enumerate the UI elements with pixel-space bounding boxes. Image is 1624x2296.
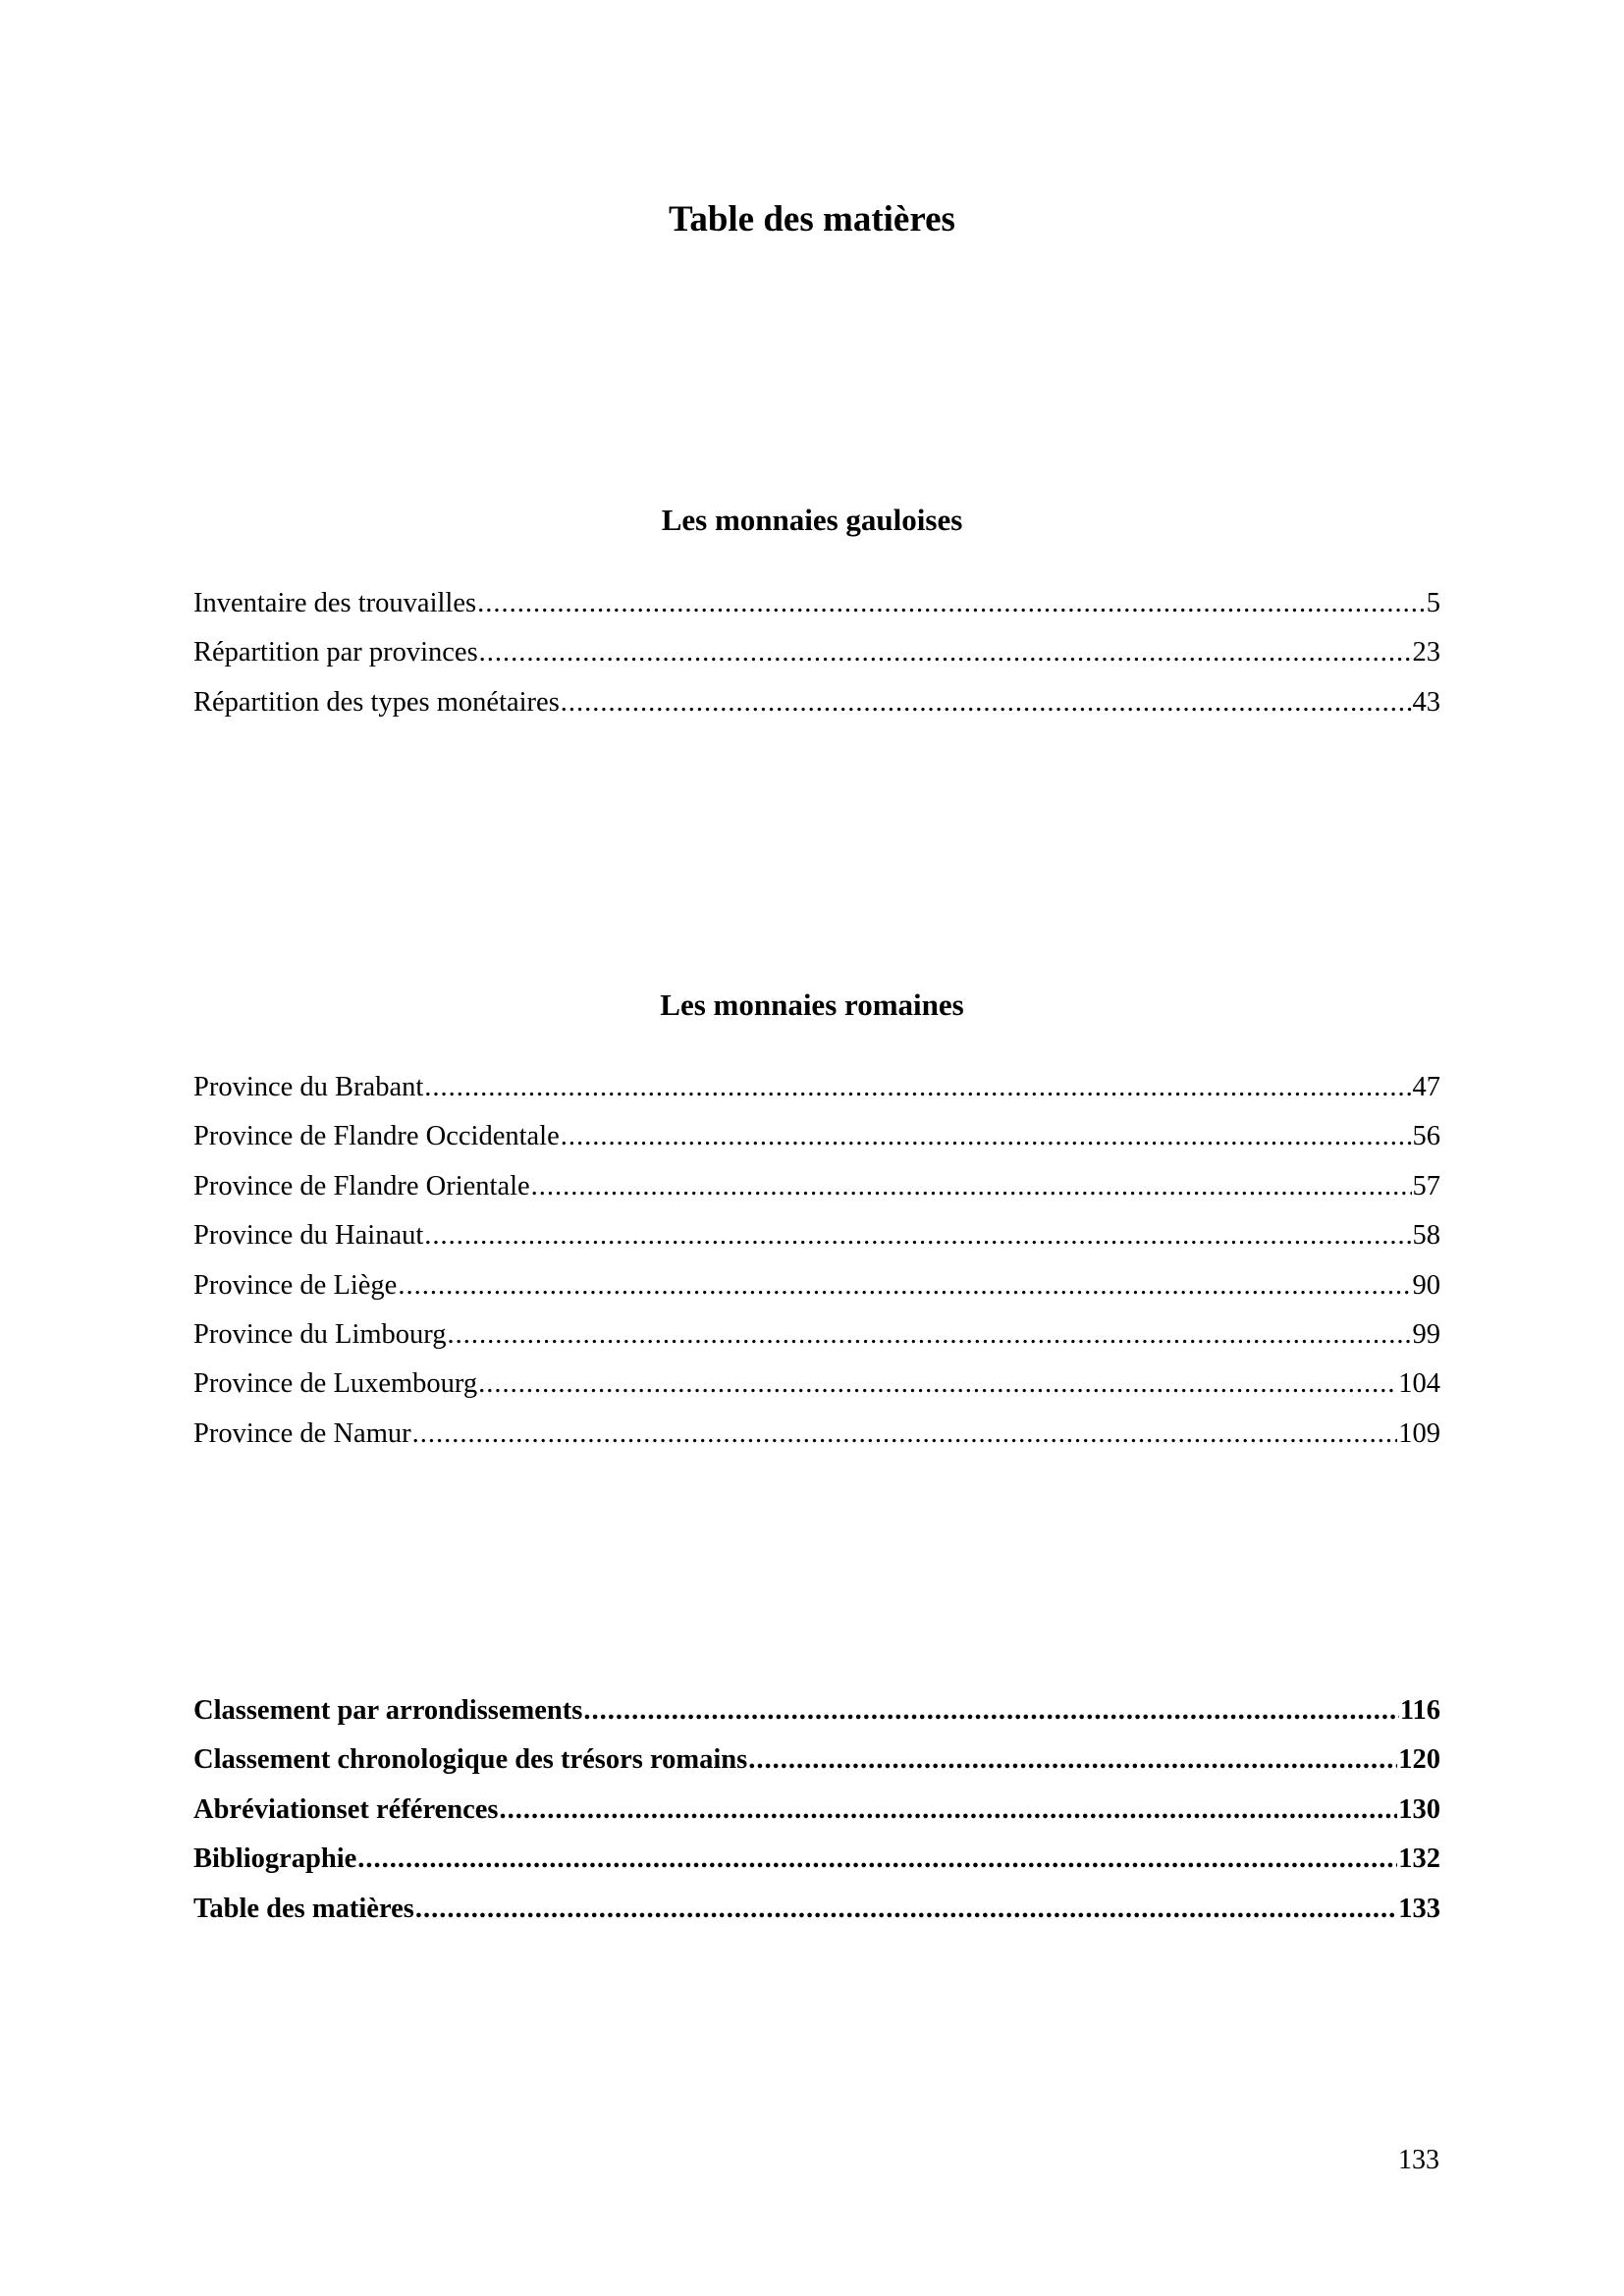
toc-entry-page: 5	[1426, 588, 1440, 618]
toc-entry-label: Répartition par provinces	[193, 637, 478, 668]
toc-entry-page: 56	[1412, 1121, 1440, 1152]
page-title: Table des matières	[669, 199, 955, 240]
toc-entry-page: 116	[1399, 1695, 1440, 1726]
toc-entry-page: 130	[1398, 1793, 1440, 1825]
toc-entry[interactable]	[193, 1835, 1440, 1884]
dot-leader	[748, 1735, 1397, 1785]
dot-leader	[477, 579, 1426, 628]
toc-entry[interactable]	[193, 628, 1440, 677]
dot-leader	[561, 1112, 1412, 1161]
toc-entry-page: 58	[1412, 1220, 1440, 1252]
dot-leader	[583, 1686, 1398, 1735]
toc-entry[interactable]	[193, 1063, 1440, 1112]
toc-entry-page: 104	[1398, 1368, 1440, 1400]
toc-entry-label: Bibliographie	[193, 1843, 357, 1875]
toc-entry-label: Province de Liège	[193, 1269, 398, 1301]
dot-leader	[531, 1162, 1412, 1211]
dot-leader	[415, 1885, 1397, 1934]
toc-entry-page: 109	[1398, 1417, 1440, 1449]
toc-entry[interactable]	[193, 1211, 1440, 1260]
toc-entry-label: Table des matières	[193, 1893, 414, 1924]
dot-leader	[479, 628, 1412, 677]
toc-entry-page: 23	[1412, 637, 1440, 668]
toc-entry[interactable]	[193, 1786, 1440, 1835]
dot-leader	[424, 1063, 1411, 1112]
dot-leader	[424, 1211, 1411, 1260]
toc-entry-label: Province du Limbourg	[193, 1318, 447, 1350]
toc-entry[interactable]	[193, 579, 1440, 628]
toc-entry[interactable]	[193, 1112, 1440, 1161]
toc-entry[interactable]	[193, 1162, 1440, 1211]
toc-entry-label: Classement chronologique des trésors romains	[193, 1744, 748, 1776]
section-heading-romaines: Les monnaies romaines	[660, 988, 964, 1022]
toc-entry-label: Classement par arrondissements	[193, 1695, 583, 1726]
toc-entry[interactable]	[193, 1735, 1440, 1785]
toc-list-gauloises	[193, 579, 1440, 727]
toc-entry-label: Province de Luxembourg	[193, 1368, 478, 1400]
toc-entry-label: Province du Brabant	[193, 1072, 424, 1102]
toc-entry-page: 132	[1398, 1843, 1440, 1875]
dot-leader	[398, 1261, 1411, 1310]
toc-entry-label: Province du Hainaut	[193, 1220, 424, 1252]
toc-entry[interactable]	[193, 1885, 1440, 1934]
toc-entry-label: Province de Flandre Orientale	[193, 1170, 530, 1201]
toc-entry-label: Abréviationset références	[193, 1793, 499, 1825]
page-number: 133	[1398, 2145, 1439, 2175]
toc-entry[interactable]	[193, 1686, 1440, 1735]
toc-entry[interactable]	[193, 1360, 1440, 1409]
dot-leader	[499, 1786, 1397, 1835]
toc-entry[interactable]	[193, 678, 1440, 727]
toc-entry[interactable]	[193, 1310, 1440, 1360]
toc-entry-label: Province de Namur	[193, 1417, 411, 1449]
dot-leader	[412, 1410, 1398, 1459]
toc-entry-page: 90	[1412, 1269, 1440, 1301]
toc-list-romaines	[193, 1063, 1440, 1459]
toc-entry[interactable]	[193, 1410, 1440, 1459]
section-heading-gauloises: Les monnaies gauloises	[661, 503, 963, 537]
toc-entry-page: 99	[1412, 1318, 1440, 1350]
toc-entry-page: 47	[1412, 1072, 1440, 1102]
toc-entry[interactable]	[193, 1261, 1440, 1310]
toc-list-back-matter	[193, 1686, 1440, 1934]
dot-leader	[448, 1310, 1412, 1360]
toc-entry-label: Province de Flandre Occidentale	[193, 1121, 560, 1152]
toc-entry-label: Répartition des types monétaires	[193, 686, 560, 718]
toc-entry-page: 57	[1412, 1170, 1440, 1201]
toc-entry-page: 43	[1412, 686, 1440, 718]
toc-entry-page: 133	[1398, 1893, 1440, 1924]
dot-leader	[357, 1835, 1397, 1884]
dot-leader	[561, 678, 1412, 727]
dot-leader	[478, 1360, 1397, 1409]
toc-entry-page: 120	[1398, 1744, 1440, 1776]
toc-entry-label: Inventaire des trouvailles	[193, 588, 477, 618]
